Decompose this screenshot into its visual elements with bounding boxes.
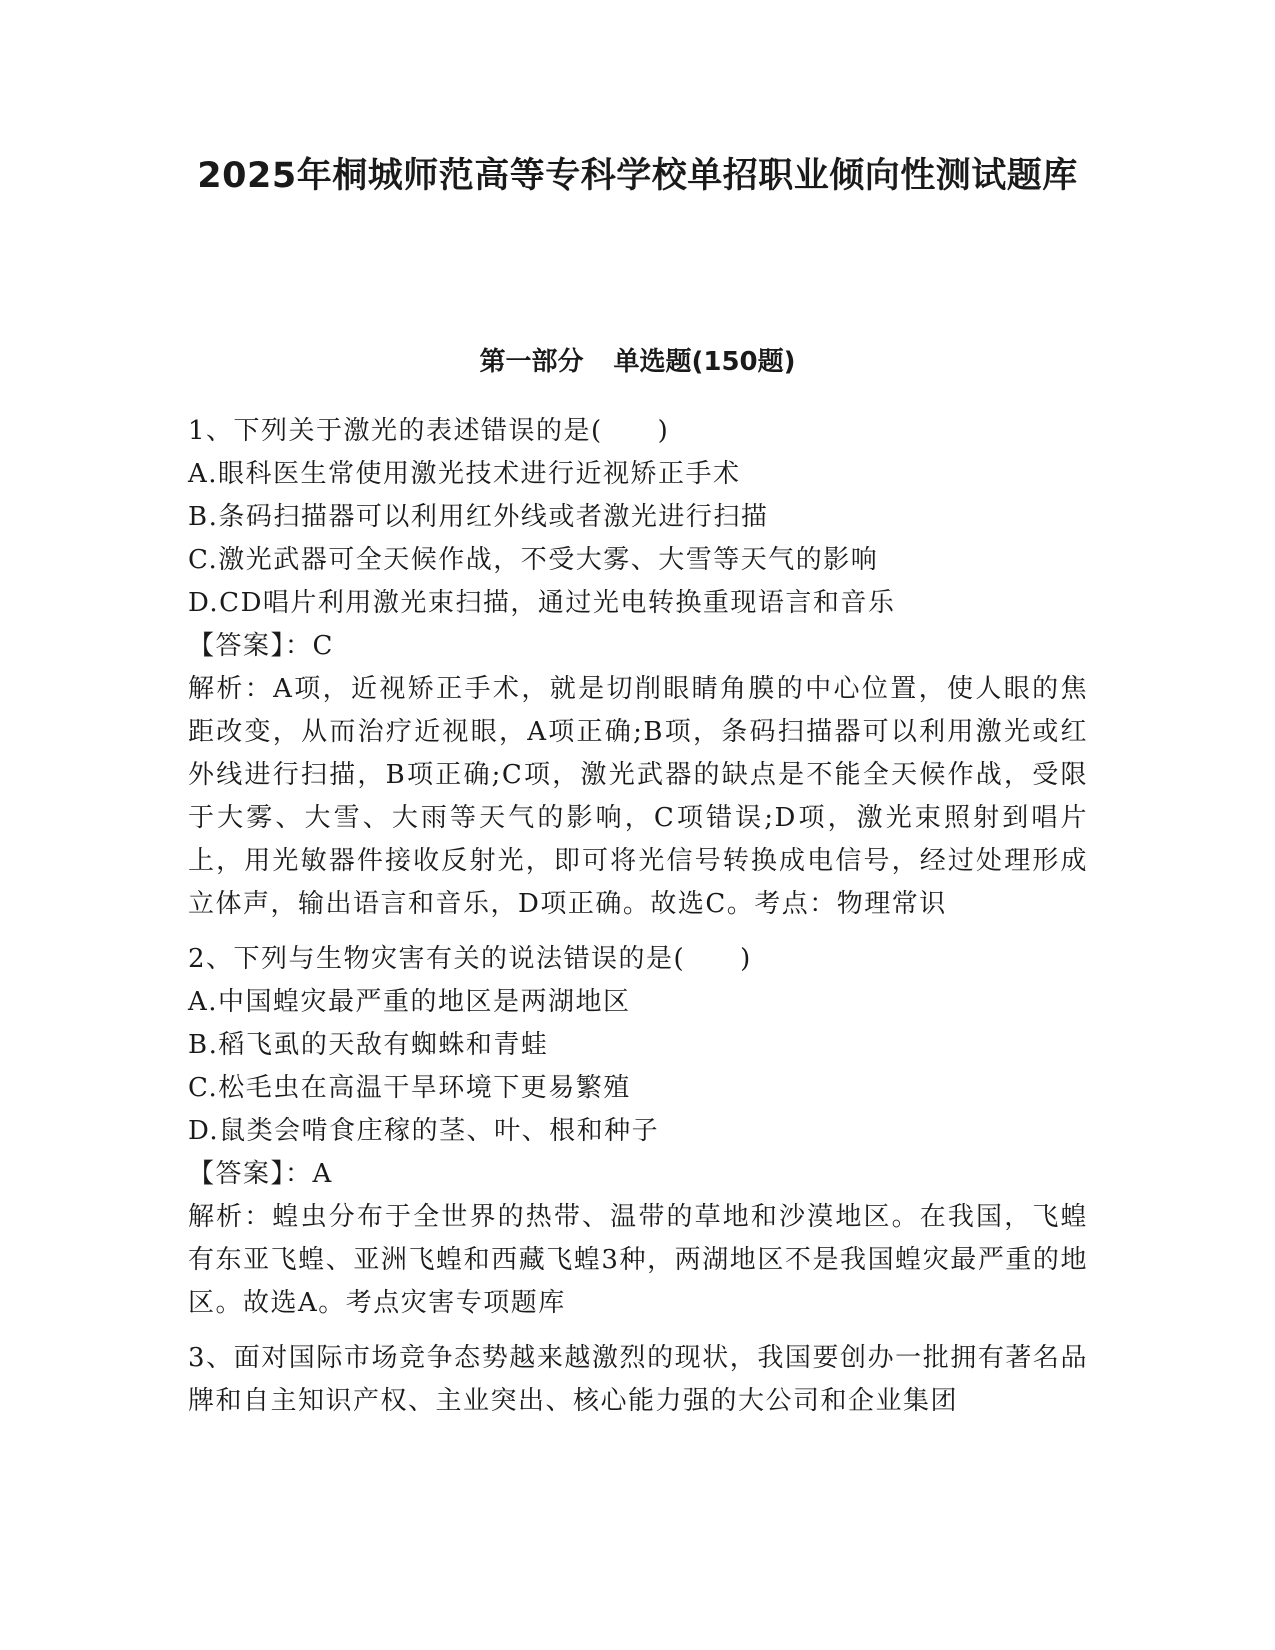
document-title: 2025年桐城师范高等专科学校单招职业倾向性测试题库 bbox=[197, 156, 1078, 196]
question-stem: 2、下列与生物灾害有关的说法错误的是( ) bbox=[188, 944, 752, 974]
answer: 【答案】：A bbox=[188, 1159, 333, 1189]
option-b: B.稻飞虱的天敌有蜘蛛和青蛙 bbox=[188, 1030, 549, 1060]
question-1 bbox=[188, 410, 1088, 926]
question-stem: 3、面对国际市场竞争态势越来越激烈的现状，我国要创办一批拥有著名品牌和自主知识产权、主业突出、核心能力强的大公司和企业集团 bbox=[188, 1343, 1088, 1416]
question-list bbox=[188, 410, 1088, 1435]
question-2 bbox=[188, 938, 1088, 1325]
section-heading bbox=[180, 344, 1095, 380]
analysis: 解析：A项，近视矫正手术，就是切削眼睛角膜的中心位置，使人眼的焦距改变，从而治疗近视眼，A项正确;B项，条码扫描器可以利用激光或红外线进行扫描，B项正确;C项，激光武器的缺点是不能全天候作战，受限于大雾、大雪、大雨等天气的影响，C项错误;D项，激光束照射到唱片上，用光敏器件接收反射光，即可将光信号转换成电信号，经过处理形成立体声，输出语言和音乐，D项正确。故选C。考点：物理常识 bbox=[188, 674, 1088, 919]
question-3 bbox=[188, 1337, 1088, 1423]
section-part: 第一部分 bbox=[479, 347, 584, 377]
question-stem: 1、下列关于激光的表述错误的是( ) bbox=[188, 416, 670, 446]
analysis: 解析：蝗虫分布于全世界的热带、温带的草地和沙漠地区。在我国，飞蝗有东亚飞蝗、亚洲飞蝗和西藏飞蝗3种，两湖地区不是我国蝗灾最严重的地区。故选A。考点灾害专项题库 bbox=[188, 1202, 1088, 1318]
option-c: C.松毛虫在高温干旱环境下更易繁殖 bbox=[188, 1073, 631, 1103]
option-c: C.激光武器可全天候作战，不受大雾、大雪等天气的影响 bbox=[188, 545, 879, 575]
option-a: A.眼科医生常使用激光技术进行近视矫正手术 bbox=[188, 459, 741, 489]
option-d: D.鼠类会啃食庄稼的茎、叶、根和种子 bbox=[188, 1116, 660, 1146]
section-name: 单选题(150题) bbox=[613, 347, 796, 377]
option-a: A.中国蝗灾最严重的地区是两湖地区 bbox=[188, 987, 631, 1017]
answer: 【答案】：C bbox=[188, 631, 334, 661]
option-b: B.条码扫描器可以利用红外线或者激光进行扫描 bbox=[188, 502, 769, 532]
option-d: D.CD唱片利用激光束扫描，通过光电转换重现语言和音乐 bbox=[188, 588, 896, 618]
